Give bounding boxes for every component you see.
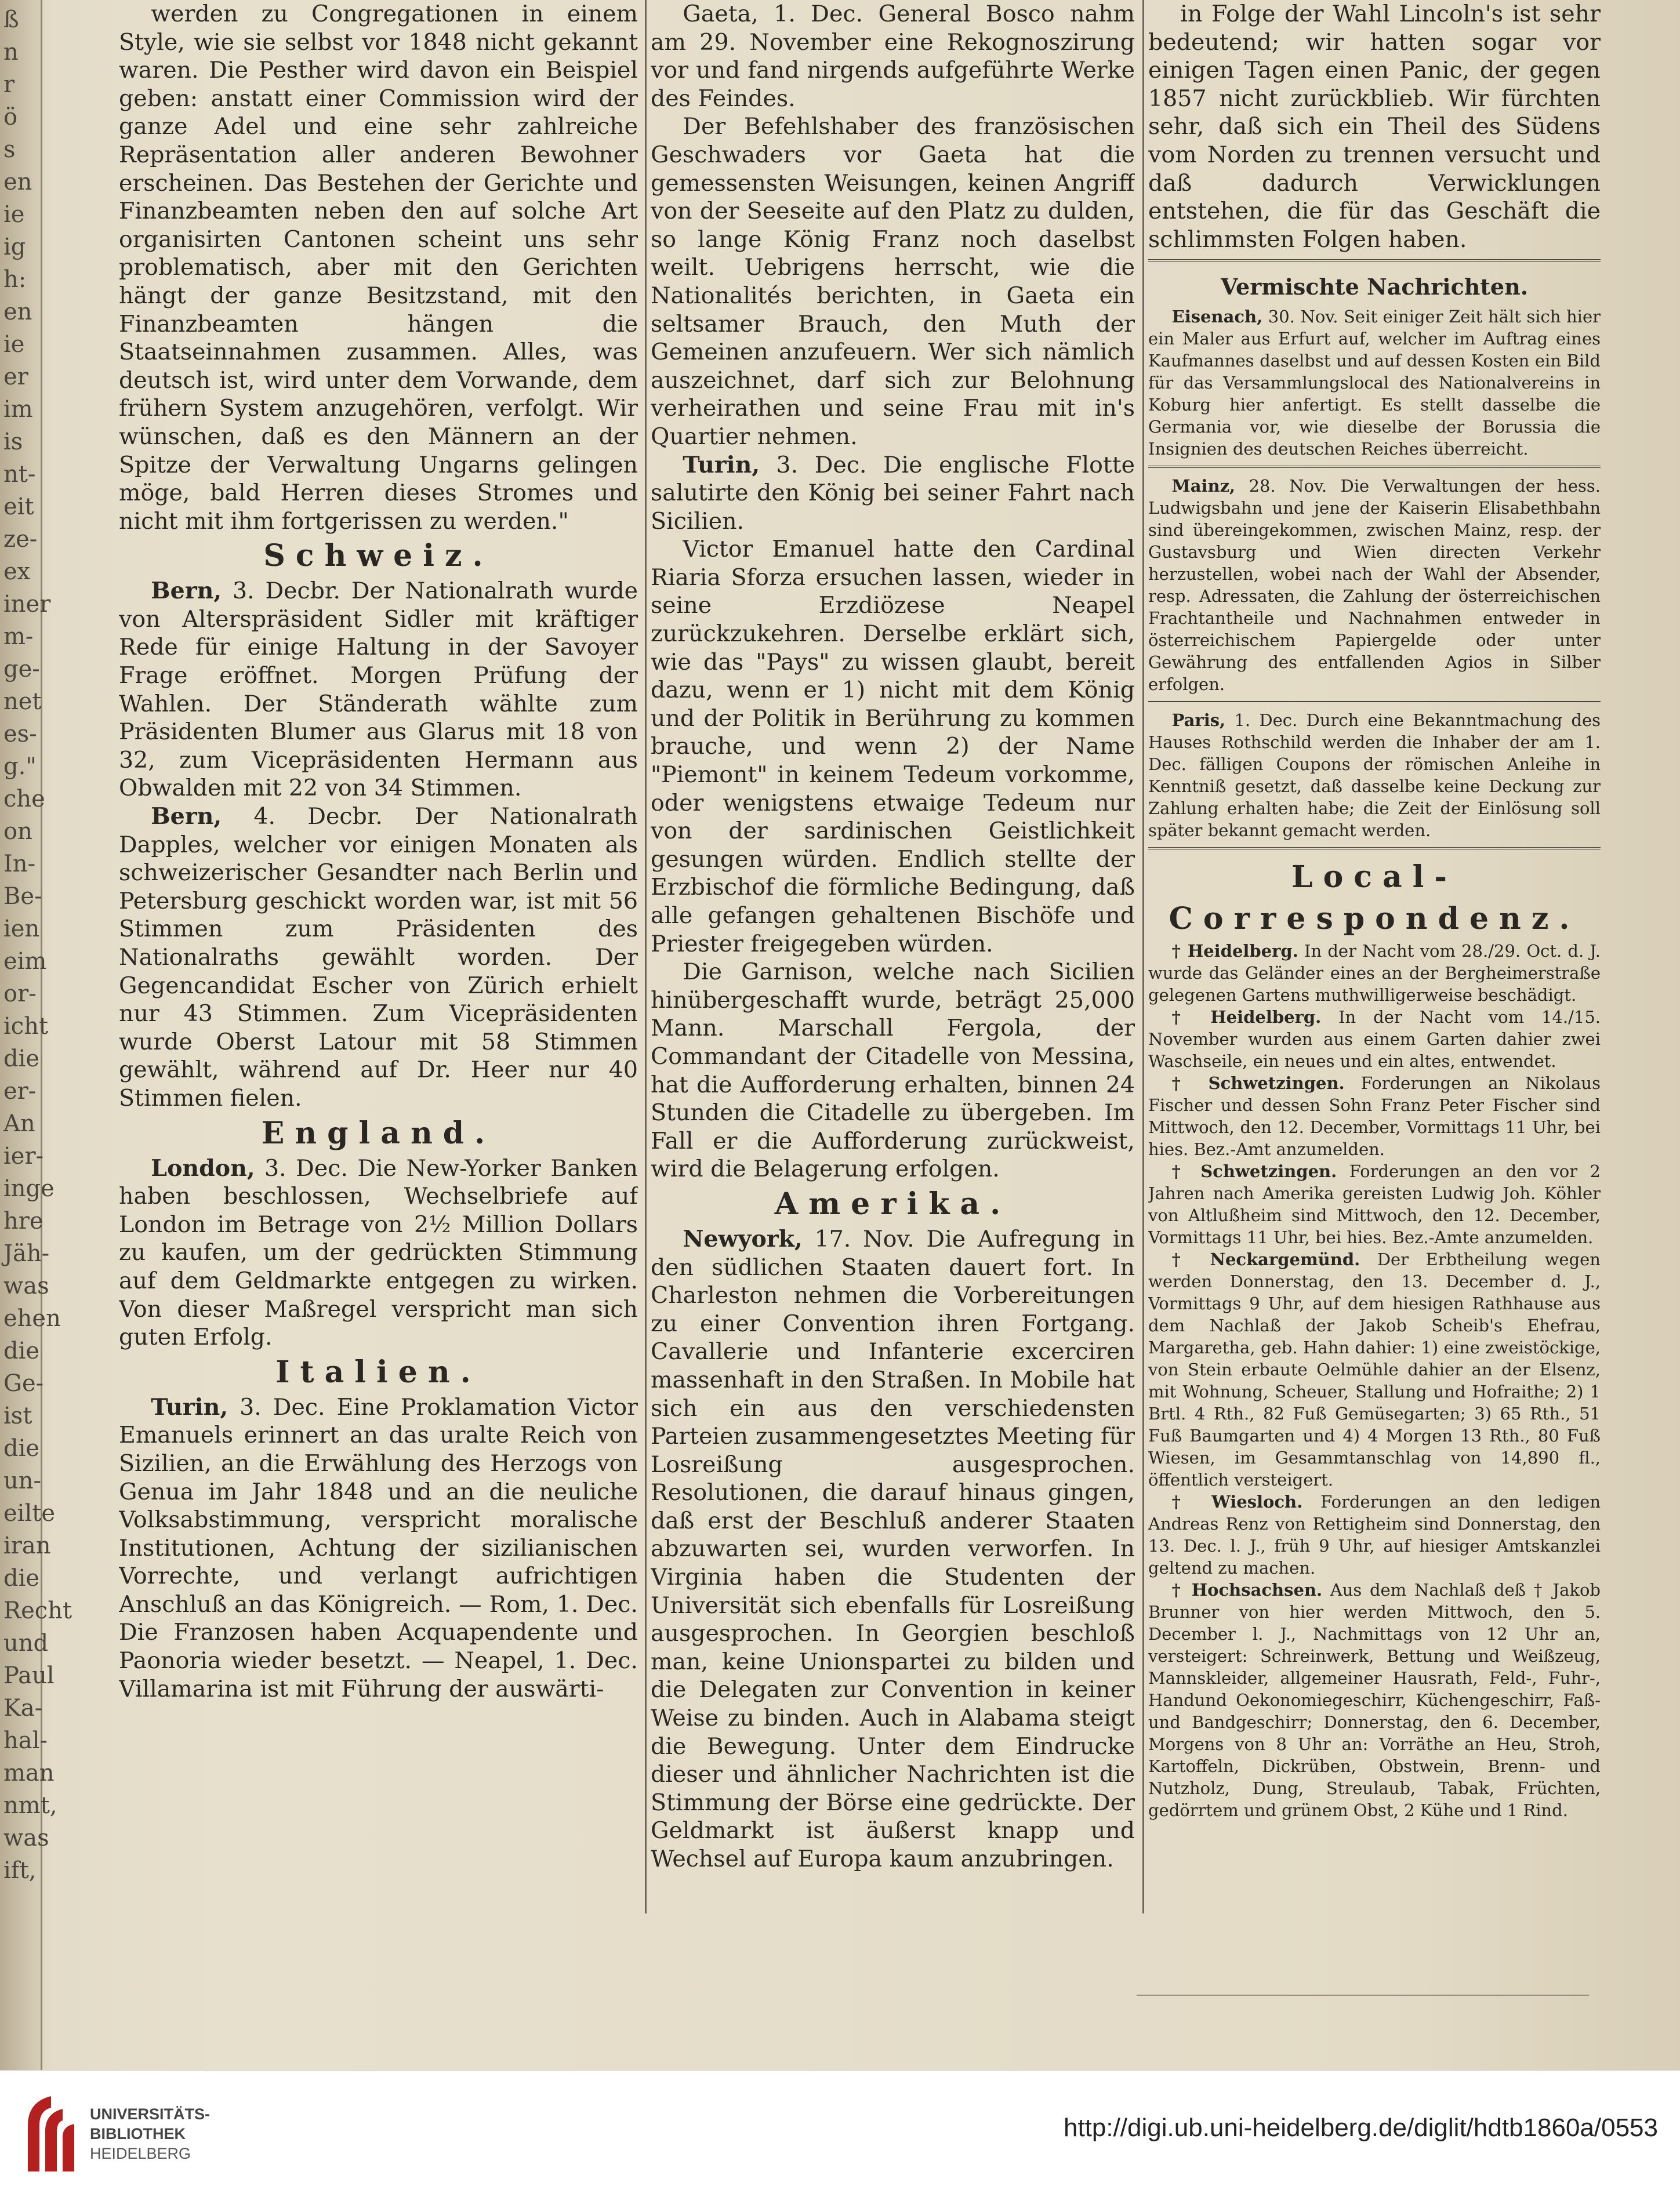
gutter-fragment: iner bbox=[3, 591, 51, 618]
gutter-fragment: die bbox=[3, 1435, 40, 1462]
gutter-fragment: nt- bbox=[3, 461, 36, 488]
facing-page-gutter bbox=[0, 0, 72, 2070]
gutter-fragment: Be- bbox=[3, 883, 42, 910]
gutter-fragment: ig bbox=[3, 234, 26, 260]
dateline-place: Bern, bbox=[151, 578, 222, 605]
dateline-place: Newyork, bbox=[683, 1225, 803, 1252]
dateline-place: † Heidelberg. bbox=[1171, 1007, 1322, 1027]
dateline-place: † Heidelberg. bbox=[1171, 941, 1298, 961]
gutter-fragment: g." bbox=[3, 753, 37, 780]
article-paragraph bbox=[651, 958, 1135, 1183]
separator-rule bbox=[1148, 701, 1601, 702]
gutter-fragment: hre bbox=[3, 1208, 43, 1234]
gutter-fragment: An bbox=[3, 1110, 35, 1137]
library-name bbox=[90, 2104, 210, 2163]
gutter-fragment: ehen bbox=[3, 1305, 61, 1332]
column-2 bbox=[651, 0, 1135, 1913]
gutter-fragment: Jäh- bbox=[3, 1240, 50, 1267]
gutter-fragment: m- bbox=[3, 623, 34, 650]
gutter-fragment: In- bbox=[3, 851, 36, 877]
gutter-fragment: er bbox=[3, 364, 28, 390]
column-1 bbox=[119, 0, 638, 1913]
paragraph-text: Victor Emanuel hatte den Cardinal Riaria Sforza ersuchen lassen, wieder in seine Erzdiözese Neapel zurückzukehren. Derselbe erklärt sich, wie das "Pays" zu wissen glaubt, bereit dazu, wenn er 1) nicht mit dem König und der Politik in Berührung zu kommen brauche, und wenn 2) der Name "Piemont" in keinem Tedeum vorkomme, oder wenigstens etwaige Tedeum nur von der sardinischen Geistlichkeit gesungen würden. Endlich stellte der Erzbischof die förmliche Bedingung, daß alle gefangen gehaltenen Bischöfe und Priester freigegeben würden. bbox=[651, 536, 1135, 957]
dateline-place: Mainz, bbox=[1171, 476, 1236, 496]
paragraph-text: Forderungen an den ledigen Andreas Renz von Rettigheim sind Donnerstag, den 13. Dec. l. J., früh 9 Uhr, auf hiesiger Amtskanzlei geltend zu machen. bbox=[1148, 1492, 1601, 1578]
article-paragraph bbox=[1148, 709, 1601, 841]
gutter-fragment: en bbox=[3, 169, 32, 195]
paragraph-text: 3. Dec. Die New-Yorker Banken haben beschlossen, Wechselbriefe auf London im Betrage von 2½ Million Dollars zu kaufen, um der gedrückten Stimmung auf dem Geldmarkte entgegen zu wirken. Von dieser Maßregel verspricht man sich guten Erfolg. bbox=[119, 1154, 638, 1351]
dateline-place: † Schwetzingen. bbox=[1171, 1161, 1337, 1182]
dateline-place: † Neckargemünd. bbox=[1171, 1250, 1360, 1270]
gutter-fragment: ist bbox=[3, 1403, 32, 1429]
paragraph-text: in Folge der Wahl Lincoln's ist sehr bedeutend; wir hatten sogar vor einigen Tagen einen Panic, der gegen 1857 nicht zurückblieb. Wir fürchten sehr, daß sich ein Theil des Südens vom Norden zu trennen versucht und daß dadurch Verwicklungen entstehen, die für das Geschäft die schlimmsten Folgen haben. bbox=[1148, 1, 1601, 253]
article-paragraph bbox=[1148, 1579, 1601, 1821]
gutter-fragment: net bbox=[3, 688, 42, 715]
dateline-place: † Wiesloch. bbox=[1171, 1492, 1303, 1512]
paragraph-text: 28. Nov. Die Verwaltungen der hess. Ludwigsbahn und jene der Kaiserin Elisabethbahn sind übereingekommen, zwischen Mainz, resp. der Gustavsburg und Wien directen Verkehr herzustellen, wobei nach der Wahl der Absender, resp. Adressaten, die Zahlung der österreichischen Frachtantheile und Nachnahmen entweder in österreichischem Papiergelde oder unter Gewährung des entfallenden Agios in Silber erfolgen. bbox=[1148, 476, 1601, 695]
article-paragraph bbox=[119, 577, 638, 802]
gutter-fragment: che bbox=[3, 786, 45, 812]
paragraph-text: Der Befehlshaber des französischen Geschwaders vor Gaeta hat die gemessensten Weisungen, keinen Angriff von der Seeseite auf den Platz zu dulden, so lange König Franz noch daselbst weilt. Uebrigens herrscht, wie die Nationalités berichten, in Gaeta ein seltsamer Brauch, den Muth der Gemeinen anzufeuern. Wer sich nämlich auszeichnet, darf sich zur Belohnung verheirathen und seine Frau mit in's Quartier nehmen. bbox=[651, 113, 1135, 450]
gutter-fragment: en bbox=[3, 299, 32, 325]
section-heading: Vermischte Nachrichten. bbox=[1221, 274, 1528, 300]
paragraph-text: 3. Dec. Eine Proklamation Victor Emanuels erinnert an das uralte Reich von Sizilien, an die Erwählung des Herzogs von Genua im Jahr 1848 und an die neuliche Volksabstimmung, verspricht moralische Institutionen, Achtung der sizilianischen Vorrechte, und verlangt aufrichtigen Anschluß an das Königreich. — Rom, 1. Dec. Die Franzosen haben Acquapendente und Paonoria wieder besetzt. — Neapel, 1. Dec. Villamarina ist mit Führung der auswärti- bbox=[119, 1393, 638, 1702]
gutter-fragment: n bbox=[3, 39, 19, 66]
column-3 bbox=[1148, 0, 1601, 1913]
paragraph-text: 4. Decbr. Der Nationalrath Dapples, welcher vor einigen Monaten als schweizerischer Gesandter nach Berlin und Petersburg geschickt worden war, ist mit 56 Stimmen zum Präsidenten des Nationalraths gewählt worden. Der Gegencandidat Escher von Zürich erhielt nur 43 Stimmen. Zum Vicepräsidenten wurde Oberst Latour mit 58 Stimmen gewählt, während auf Dr. Heer nur 40 Stimmen fielen. bbox=[119, 803, 638, 1112]
dateline-place: † Hochsachsen. bbox=[1171, 1580, 1323, 1600]
article-paragraph bbox=[119, 802, 638, 1113]
dateline-place: Turin, bbox=[151, 1393, 228, 1421]
article-paragraph bbox=[1148, 1006, 1601, 1072]
column-divider bbox=[1142, 0, 1144, 1913]
dateline-place: London, bbox=[151, 1154, 255, 1182]
gutter-fragment: or- bbox=[3, 981, 37, 1007]
article-paragraph bbox=[651, 0, 1135, 112]
paragraph-text: Die Garnison, welche nach Sicilien hinübergeschafft wurde, beträgt 25,000 Mann. Marschall Fergola, der Commandant der Citadelle von Messina, hat die Aufforderung erhalten, binnen 24 Stunden die Citadelle zu übergeben. Im Fall er die Aufforderung zurückweist, wird die Belagerung erfolgen. bbox=[651, 958, 1135, 1183]
article-paragraph bbox=[119, 1154, 638, 1352]
gutter-fragment: Ka- bbox=[3, 1695, 43, 1722]
library-name-line3: HEIDELBERG bbox=[90, 2145, 191, 2162]
gutter-fragment: die bbox=[3, 1045, 40, 1072]
article-paragraph bbox=[651, 1225, 1135, 1873]
gutter-fragment: was bbox=[3, 1273, 49, 1299]
gutter-fragment: hal- bbox=[3, 1727, 48, 1754]
library-logo-icon bbox=[22, 2090, 80, 2177]
article-paragraph bbox=[651, 535, 1135, 958]
library-name-line1: UNIVERSITÄTS- bbox=[90, 2105, 211, 2123]
article-paragraph bbox=[1148, 1248, 1601, 1491]
gutter-fragment: inge bbox=[3, 1175, 55, 1202]
gutter-fragment: was bbox=[3, 1825, 49, 1851]
article-paragraph bbox=[1148, 1160, 1601, 1248]
gutter-fragment: ß bbox=[3, 6, 19, 33]
separator-rule bbox=[1148, 259, 1601, 262]
paragraph-text: 17. Nov. Die Aufregung in den südlichen Staaten dauert fort. In Charleston nehmen die Vorbereitungen zu einer Convention ihren Fortgang. Cavallerie und Infanterie excerciren massenhaft in den Straßen. In Mobile hat sich ein aus den verschiedensten Parteien zusammengesetztes Meeting für Losreißung ausgesprochen. Resolutionen, die darauf hinaus gingen, daß erst der Beschluß anderer Staaten abzuwarten sei, wurden verworfen. In Virginia haben die Studenten der Universität sich ebenfalls für Losreißung ausgesprochen. In Georgien beschloß man, keine Unionspartei zu bilden und die Delegaten zur Convention in keiner Weise zu binden. Auch in Alabama steigt die Bewegung. Unter dem Eindrucke dieser und ähnlicher Nachrichten ist die Stimmung der Börse eine gedrückte. Der Geldmarkt ist äußerst knapp und Wechsel auf Europa kaum anzubringen. bbox=[651, 1225, 1135, 1872]
article-paragraph bbox=[651, 451, 1135, 536]
gutter-fragment: un- bbox=[3, 1468, 42, 1494]
gutter-fragment: on bbox=[3, 818, 32, 845]
gutter-fragment: iran bbox=[3, 1533, 51, 1559]
gutter-fragment: ie bbox=[3, 331, 25, 358]
gutter-fragment: eit bbox=[3, 493, 34, 520]
article-paragraph bbox=[119, 0, 638, 535]
gutter-fragment: icht bbox=[3, 1013, 49, 1040]
gutter-fragment: h: bbox=[3, 266, 27, 293]
article-paragraph bbox=[1148, 475, 1601, 695]
section-heading: Schweiz. bbox=[263, 538, 494, 574]
gutter-fragment: s bbox=[3, 136, 16, 163]
gutter-fragment: ien bbox=[3, 916, 40, 942]
paragraph-text: Gaeta, 1. Dec. General Bosco nahm am 29. November eine Rekognoszirung vor und fand nirgends aufgeführte Werke des Feindes. bbox=[651, 1, 1135, 112]
article-paragraph bbox=[1148, 0, 1601, 253]
gutter-fragment: er- bbox=[3, 1078, 37, 1105]
section-heading: England. bbox=[261, 1115, 496, 1151]
article-paragraph bbox=[1148, 306, 1601, 460]
gutter-fragment: ift, bbox=[3, 1857, 37, 1884]
gutter-fragment: nmt, bbox=[3, 1792, 57, 1819]
section-heading: Local-Correspondenz. bbox=[1169, 859, 1580, 937]
gutter-fragment: Ge- bbox=[3, 1370, 44, 1397]
article-paragraph bbox=[1148, 1491, 1601, 1579]
gutter-fragment: im bbox=[3, 396, 33, 423]
gutter-fragment: ie bbox=[3, 201, 25, 228]
dateline-place: Eisenach, bbox=[1171, 307, 1263, 327]
separator-rule bbox=[1148, 847, 1601, 849]
gutter-fragment: Paul bbox=[3, 1662, 55, 1689]
dateline-place: Turin, bbox=[683, 451, 760, 478]
gutter-fragment: is bbox=[3, 428, 23, 455]
paragraph-text: 3. Dec. Die englische Flotte salutirte den König bei seiner Fahrt nach Sicilien. bbox=[651, 451, 1135, 535]
gutter-fragment: eim bbox=[3, 948, 47, 975]
permalink[interactable]: http://digi.ub.uni-heidelberg.de/diglit/hdtb1860a/0553 bbox=[1063, 2114, 1658, 2142]
gutter-fragment: es- bbox=[3, 721, 37, 747]
gutter-fragment: ier- bbox=[3, 1143, 44, 1170]
paragraph-text: In der Nacht vom 28./29. Oct. d. J. wurde das Geländer eines an der Bergheimerstraße gelegenen Gartens muthwilligerweise beschädigt. bbox=[1148, 941, 1601, 1005]
paragraph-text: Forderungen an den vor 2 Jahren nach Amerika gereisten Ludwig Joh. Köhler von Altlußheim sind Mittwoch, den 12. December, Vormittags 11 Uhr, bei hies. Bez.-Amte anzumelden. bbox=[1148, 1161, 1601, 1248]
gutter-fragment: eilte bbox=[3, 1500, 56, 1527]
dateline-place: Bern, bbox=[151, 803, 222, 830]
viewer-footer bbox=[0, 2070, 1680, 2197]
paragraph-text: 1. Dec. Durch eine Bekanntmachung des Hauses Rothschild werden die Inhaber der am 1. Dec. fälligen Coupons der römischen Anleihe in Kenntniß gesetzt, daß dasselbe keine Deckung zur Zahlung erhalten habe; die Zeit der Einlösung soll später bekannt gemacht werden. bbox=[1148, 710, 1601, 841]
article-paragraph bbox=[1148, 1072, 1601, 1160]
gutter-fragment: ex bbox=[3, 558, 31, 585]
article-paragraph bbox=[651, 112, 1135, 451]
library-name-line2: BIBLIOTHEK bbox=[90, 2125, 186, 2142]
gutter-fragment: ö bbox=[3, 104, 18, 130]
gutter-fragment: Recht bbox=[3, 1597, 72, 1624]
article-paragraph bbox=[119, 1393, 638, 1704]
section-heading: Amerika. bbox=[774, 1186, 1011, 1222]
gutter-fragment: man bbox=[3, 1760, 55, 1786]
section-heading: Italien. bbox=[275, 1354, 481, 1390]
article-paragraph bbox=[1148, 940, 1601, 1006]
gutter-fragment: und bbox=[3, 1630, 49, 1657]
column-divider bbox=[645, 0, 647, 1913]
gutter-fragment: ge- bbox=[3, 656, 40, 682]
paragraph-text: Forderungen an Nikolaus Fischer und dessen Sohn Franz Peter Fischer sind Mittwoch, den 12. December, Vormittags 11 Uhr, bei hies. Bez.-Amt anzumelden. bbox=[1148, 1073, 1601, 1160]
bottom-rule bbox=[1137, 1995, 1589, 1996]
dateline-place: † Schwetzingen. bbox=[1171, 1073, 1345, 1094]
paragraph-text: Aus dem Nachlaß deß † Jakob Brunner von hier werden Mittwoch, den 5. December l. J., Nachmittags von 12 Uhr an, versteigert: Schreinwerk, Bettung und Weißzeug, Mannskleider, allgemeiner Hausrath, Feld-, Fuhr-, Handund Oekonomiegeschirr, Küchengeschirr, Faß- und Bandgeschirr; Donnerstag, den 6. December, Morgens von 8 Uhr an: Vorräthe an Heu, Stroh, Kartoffeln, Dickrüben, Obstwein, Brenn- und Nutzholz, Dung, Streulaub, Tabak, Früchten, gedörrtem und grünem Obst, 2 Kühe und 1 Rind. bbox=[1148, 1580, 1601, 1821]
gutter-fragment: die bbox=[3, 1338, 40, 1364]
gutter-fragment: r bbox=[3, 71, 15, 98]
dateline-place: Paris, bbox=[1171, 710, 1226, 731]
gutter-fragment: die bbox=[3, 1565, 40, 1592]
paragraph-text: In der Nacht vom 14./15. November wurden aus einem Garten dahier zwei Waschseile, ein neues und ein altes, entwendet. bbox=[1148, 1007, 1601, 1072]
paragraph-text: Der Erbtheilung wegen werden Donnerstag, den 13. December d. J., Vormittags 9 Uhr, auf dem hiesigen Rathhause aus dem Nachlaß der Jakob Scheib's Ehefrau, Margaretha, geb. Hahn dahier: 1) eine zweistöckige, von Stein erbaute Oelmühle dahier an der Elsenz, mit Wohnung, Scheuer, Stallung und Hofraithe; 2) 1 Brtl. 4 Rth., 82 Fuß Gemüsegarten; 3) 65 Rth., 51 Fuß Baumgarten und 4) 4 Morgen 13 Rth., 80 Fuß Wiesen, im Gesammtanschlag von 14,890 fl., öffentlich versteigert. bbox=[1148, 1250, 1601, 1490]
paragraph-text: 3. Decbr. Der Nationalrath wurde von Alterspräsident Sidler mit kräftiger Rede für einige Haltung in der Savoyer Frage eröffnet. Morgen Prüfung der Wahlen. Der Ständerath wählte zum Präsidenten Blumer aus Glarus mit 18 von 32, zum Vicepräsidenten Hermann aus Obwalden mit 22 von 34 Stimmen. bbox=[119, 578, 638, 802]
paragraph-text: 30. Nov. Seit einiger Zeit hält sich hier ein Maler aus Erfurt auf, welcher im Auftrag eines Kaufmannes daselbst und auf dessen Kosten ein Bild für das Versammlungslocal des Nationalvereins in Koburg hier anfertigt. Es stellt dasselbe die Germania vor, wie dieselbe der Borussia die Insignien des deutschen Reiches überreicht. bbox=[1148, 307, 1601, 459]
gutter-fragment: ze- bbox=[3, 526, 38, 553]
separator-rule bbox=[1148, 466, 1601, 468]
paragraph-text: werden zu Congregationen in einem Style, wie sie selbst vor 1848 nicht gekannt waren. Die Pesther wird davon ein Beispiel geben: anstatt einer Commission wird der ganze Adel und eine sehr zahlreiche Repräsentation aller anderen Bewohner erscheinen. Das Bestehen der Gerichte und Finanzbeamten neben den auf solche Art organisirten Cantonen scheint uns sehr problematisch, aber mit den Gerichten hängt der ganze Besitzstand, mit den Finanzbeamten hängen die Staatseinnahmen zusammen. Alles, was deutsch ist, wird unter dem Vorwande, dem frühern System anzugehören, verfolgt. Wir wünschen, daß es den Männern an der Spitze der Verwaltung Ungarns gelingen möge, bald Herren dieses Stromes und nicht mit ihm fortgerissen zu werden." bbox=[119, 1, 638, 535]
